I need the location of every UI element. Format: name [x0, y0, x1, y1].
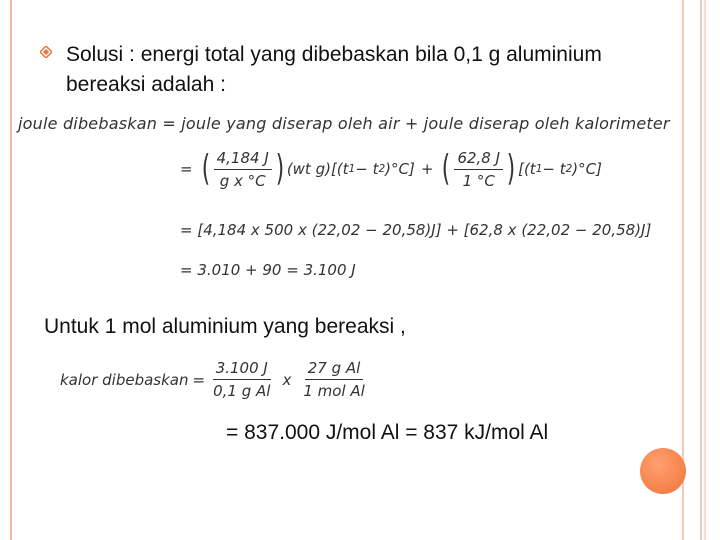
sub-t1: 1: [348, 163, 356, 175]
solusi-text: Solusi : energi total yang dibebaskan bila 0,1 g aluminium bereaksi adalah :: [66, 43, 602, 96]
equation-joule-dibebaskan: [18, 114, 670, 133]
decorative-orange-circle: [640, 448, 686, 494]
frac1-denominator: g x °C: [219, 171, 266, 190]
equation-kalor-dibebaskan: [60, 358, 369, 401]
equation-substituted: = [4,184 x 500 x (22,02 − 20,58)J] + [62,8 x (22,02 − 20,58)J]: [180, 221, 652, 239]
eq2-minus: − t: [355, 160, 379, 178]
sub-t2: 2: [378, 163, 386, 175]
eq2-plus: +: [420, 160, 434, 178]
eq5-frac2-denominator: 1 mol Al: [303, 382, 365, 400]
eq5-frac1-numerator: 3.100 J: [213, 358, 271, 380]
fraction-specific-heat-water: [214, 148, 272, 191]
right-frame-border-outer: [704, 0, 712, 540]
eq2-tail2: )°C]: [572, 160, 602, 178]
final-result: = 837.000 J/mol Al = 837 kJ/mol Al: [226, 421, 549, 444]
sub-t2-b: 2: [565, 163, 573, 175]
eq2-minus-b: − t: [542, 160, 566, 178]
frac2-numerator: 62,8 J: [454, 148, 503, 170]
eq2-term1: (wt g)[(t: [286, 160, 349, 178]
equation-expanded: = ( $\frac{4,184 J}{\text{g x °C}}$ ) (wt g)[(t 1 − t 2 )°C] + ( $\frac{62,8 J}{1 ^\circ C}$ ) [(t 1 − t 2 )°C]: [180, 148, 602, 190]
eq5-equals: =: [192, 370, 206, 389]
left-frame-border: [0, 0, 12, 540]
fraction-calorimeter-capacity: [454, 148, 503, 191]
eq1-lhs: joule dibebaskan: [18, 114, 158, 133]
sub-t1-b: 1: [535, 163, 543, 175]
eq5-frac2-numerator: 27 g Al: [305, 358, 364, 380]
eq2-tail1: )°C]: [385, 160, 415, 178]
eq5-frac1-denominator: 0,1 g Al: [213, 382, 271, 400]
frac1-numerator: 4,184 J: [214, 148, 272, 170]
eq5-lhs: kalor dibebaskan: [60, 370, 189, 389]
equation-total: = 3.010 + 90 = 3.100 J: [180, 261, 356, 279]
eq1-rhs: joule yang diserap oleh air + joule diserap oleh kalorimeter: [181, 114, 670, 133]
untuk-1-mol-text: Untuk 1 mol aluminium yang bereaksi ,: [44, 315, 406, 338]
eq1-equals: =: [162, 114, 176, 133]
eq2-term2: [(t: [518, 160, 536, 178]
eq5-times: x: [282, 370, 292, 389]
fraction-molar-mass: [300, 358, 367, 401]
eq2-equals: =: [180, 160, 193, 178]
fraction-energy-per-gram: [210, 358, 273, 401]
diamond-bullet-icon: [40, 46, 52, 58]
frac2-denominator: 1 °C: [462, 171, 495, 190]
